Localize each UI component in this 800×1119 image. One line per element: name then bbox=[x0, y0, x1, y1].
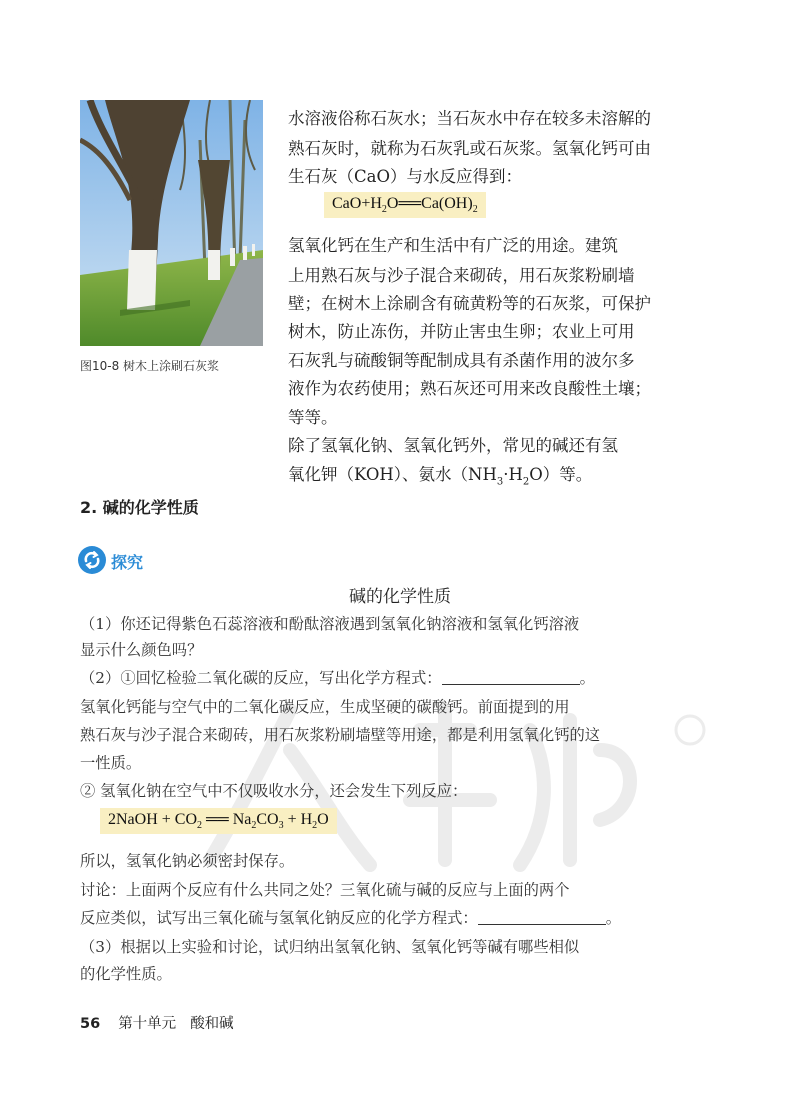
text-line: 除了氢氧化钠、氢氧化钙外，常见的碱还有氢 bbox=[288, 436, 618, 455]
explore-title: 碱的化学性质 bbox=[349, 587, 451, 607]
answer-blank-1[interactable] bbox=[442, 670, 580, 685]
tree-photo-illustration bbox=[80, 100, 263, 346]
tree-photo bbox=[80, 100, 263, 346]
text-line: 壁；在树木上涂刷含有硫黄粉等的石灰浆，可保护 bbox=[288, 294, 651, 313]
text-line: 熟石灰与沙子混合来砌砖，用石灰浆粉刷墙壁等用途，都是利用氢氧化钙的这 bbox=[80, 726, 601, 744]
explore-label: 探究 bbox=[111, 553, 144, 572]
text-line: 氧化钾（KOH）、氨水$(NH_3\cdot H_2O)$等。 bbox=[288, 465, 593, 488]
text-line: 所以，氢氧化钠必须密封保存。 bbox=[80, 852, 295, 870]
page-footer bbox=[80, 1012, 234, 1033]
text-line: 反应类似，试写出三氧化硫与氢氧化钠反应的化学方程式： 。 bbox=[80, 909, 622, 927]
question-3-line-1: （3）根据以上实验和讨论，试归纳出氢氧化钠、氢氧化钙等碱有哪些相似 bbox=[80, 938, 580, 956]
question-1-line-2: 显示什么颜色吗？ bbox=[80, 641, 203, 659]
text-line: 液作为农药使用；熟石灰还可用来改良酸性土壤； bbox=[288, 379, 651, 398]
text-line: ② 氢氧化钠在空气中不仅吸收水分，还会发生下列反应： bbox=[80, 782, 468, 800]
equation-naoh-co2: 2NaOH + $CO_2$ ══ $Na_2CO_3 + H_2O$ bbox=[100, 808, 337, 834]
page-number: 56 bbox=[80, 1016, 101, 1032]
explore-icon bbox=[78, 546, 106, 574]
text-line: 树木，防止冻伤，并防止害虫生卵；农业上可用 bbox=[288, 322, 635, 341]
question-3-line-2: 的化学性质。 bbox=[80, 965, 172, 983]
text-line: 讨论：上面两个反应有什么共同之处？三氧化硫与碱的反应与上面的两个 bbox=[80, 881, 570, 899]
question-2-line-1: （2）①回忆检验二氧化碳的反应，写出化学方程式： 。 bbox=[80, 669, 595, 687]
text-line: 氢氧化钙在生产和生活中有广泛的用途。建筑 bbox=[288, 236, 618, 255]
text-line: 上用熟石灰与沙子混合来砌砖，用石灰浆粉刷墙 bbox=[288, 266, 635, 285]
text-line: 等等。 bbox=[288, 408, 338, 427]
answer-blank-2[interactable] bbox=[478, 910, 606, 925]
figure-caption: 图10-8 树木上涂刷石灰浆 bbox=[80, 359, 220, 373]
question-1-line-1: （1）你还记得紫色石蕊溶液和酚酞溶液遇到氢氧化钠溶液和氢氧化钙溶液 bbox=[80, 615, 580, 633]
text-line: 石灰乳与硫酸铜等配制成具有杀菌作用的波尔多 bbox=[288, 351, 635, 370]
text-line: 生石灰（CaO）与水反应得到： bbox=[288, 167, 522, 186]
explore-badge bbox=[78, 546, 168, 576]
section-title: 2. 碱的化学性质 bbox=[80, 498, 199, 517]
text-line: 一性质。 bbox=[80, 754, 142, 772]
text-line: 水溶液俗称石灰水；当石灰水中存在较多未溶解的 bbox=[288, 109, 651, 128]
unit-label: 第十单元 bbox=[118, 1016, 177, 1032]
equation-cao-h2o: $CaO+H_2O══Ca(OH)_2$ bbox=[324, 192, 486, 218]
topic-label: 酸和碱 bbox=[190, 1016, 234, 1032]
text-line: 氢氧化钙能与空气中的二氧化碳反应，生成坚硬的碳酸钙。前面提到的用 bbox=[80, 698, 570, 716]
text-line: 熟石灰时，就称为石灰乳或石灰浆。氢氧化钙可由 bbox=[288, 139, 651, 158]
